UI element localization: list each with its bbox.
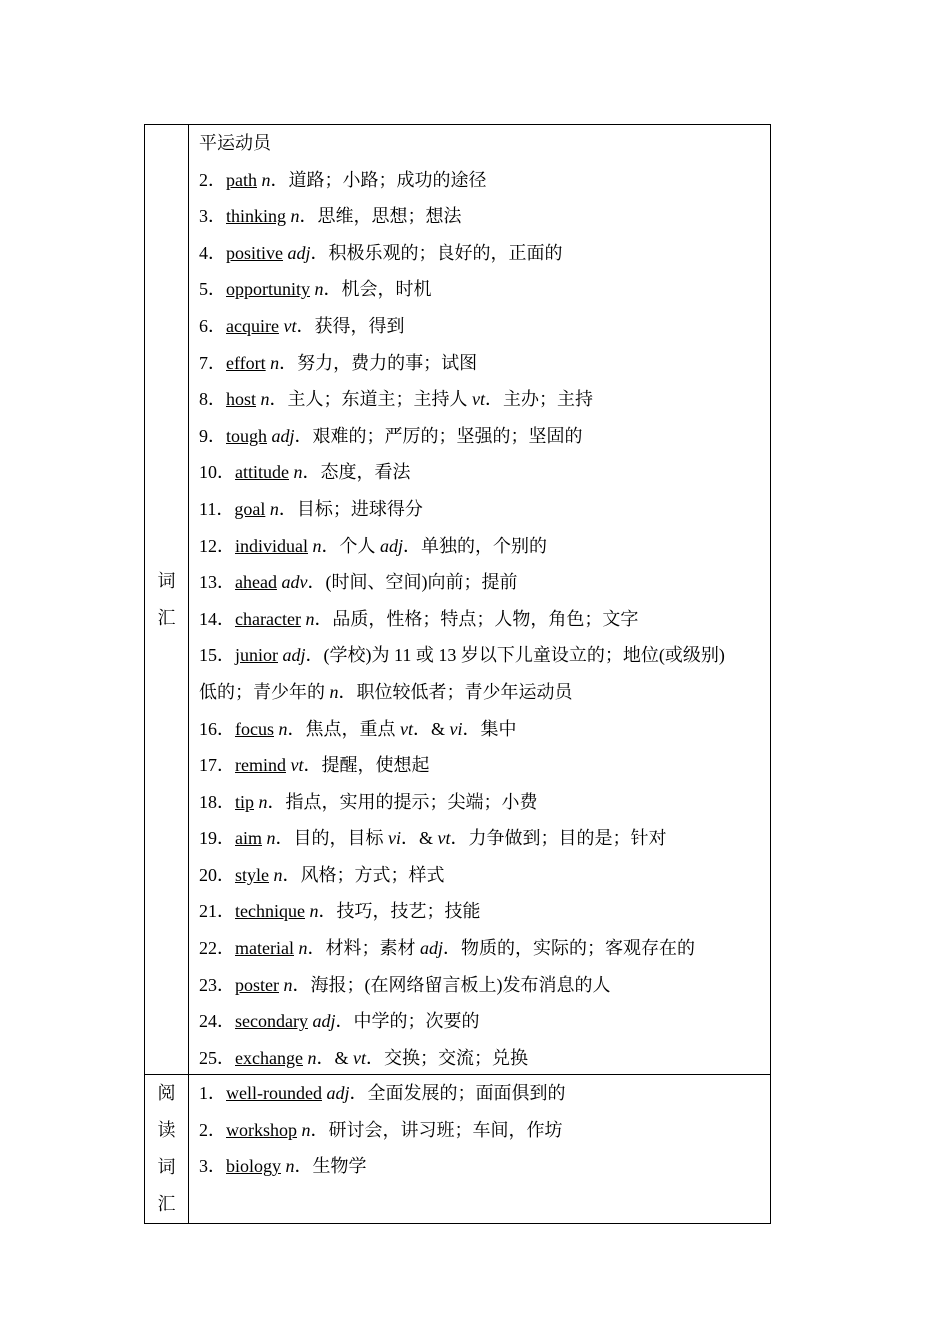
entry-definition: ．交换；交流；兑换: [365, 1047, 528, 1068]
vocab-entry: [199, 1040, 770, 1077]
vocab-entry: [199, 308, 770, 345]
part-of-speech: n: [314, 279, 324, 300]
entry-word: individual: [235, 535, 308, 556]
entry-word: secondary: [235, 1011, 308, 1032]
entry-word: thinking: [226, 206, 287, 227]
part-of-speech: vt: [352, 1047, 366, 1068]
vocab-entry: [199, 1148, 770, 1185]
vocab-section-row: [145, 125, 771, 1075]
entry-definition: ．力争做到；目的是；针对: [450, 828, 667, 849]
entry-word: path: [226, 169, 257, 190]
vocab-entry: [199, 747, 770, 784]
part-of-speech: adj: [380, 535, 404, 556]
entry-number: 25．: [199, 1047, 235, 1068]
entry-number: 4．: [199, 242, 226, 263]
entry-definition: ．焦点，重点: [287, 718, 400, 739]
label-char: 词: [157, 1157, 176, 1177]
part-of-speech: n: [260, 389, 270, 410]
entry-number: 1．: [199, 1083, 226, 1103]
entry-number: 2．: [199, 1119, 226, 1140]
vocab-entry: [199, 162, 770, 199]
entry-definition: ．技巧，技艺；技能: [318, 901, 481, 922]
part-of-speech: vt: [472, 389, 486, 410]
vocab-entry: [199, 1003, 770, 1040]
part-of-speech: n: [329, 681, 339, 702]
vocab-entry: [199, 198, 770, 235]
vocabulary-table: [144, 124, 771, 1224]
part-of-speech: adj: [312, 1011, 336, 1032]
part-of-speech: n: [270, 352, 280, 373]
entry-definition: ．职位较低者；青少年运动员: [338, 681, 573, 702]
entry-definition: ．道路；小路；成功的途径: [270, 169, 487, 190]
label-char: 读: [157, 1120, 176, 1140]
entry-word: tip: [235, 791, 255, 812]
entry-definition: ．中学的；次要的: [335, 1011, 480, 1032]
entry-definition: ．全面发展的；面面俱到的: [349, 1083, 566, 1103]
part-of-speech: adj: [282, 645, 306, 666]
vocab-entry: [199, 1112, 770, 1149]
entry-definition: ．材料；素材: [307, 938, 420, 959]
entry-number: 9．: [199, 425, 226, 446]
lead-line: 平运动员: [199, 133, 271, 153]
entry-definition: ．机会，时机: [323, 279, 432, 300]
part-of-speech: n: [309, 901, 319, 922]
part-of-speech: adj: [419, 938, 443, 959]
entry-word: material: [235, 938, 294, 959]
entry-number: 2．: [199, 169, 226, 190]
vocab-entry: [199, 674, 770, 711]
entry-number: 12．: [199, 535, 235, 556]
entry-word: character: [235, 608, 301, 629]
entry-word: well-rounded: [226, 1083, 322, 1103]
entry-number: 13．: [199, 572, 235, 593]
vocab-entry: [199, 564, 770, 601]
entry-definition: ．目的，目标: [275, 828, 388, 849]
part-of-speech: n: [293, 462, 303, 483]
part-of-speech: vi: [388, 828, 401, 849]
entry-number: 6．: [199, 315, 226, 336]
part-of-speech: adj: [271, 425, 295, 446]
entry-number: 15．: [199, 645, 235, 666]
part-of-speech: n: [261, 169, 271, 190]
part-of-speech: adj: [326, 1083, 350, 1103]
part-of-speech: n: [305, 608, 315, 629]
part-of-speech: n: [298, 938, 308, 959]
entry-definition: ．思维，思想；想法: [299, 206, 462, 227]
part-of-speech: adj: [287, 242, 311, 263]
entry-definition: ．&: [316, 1047, 353, 1068]
entry-word: positive: [226, 242, 283, 263]
label-char: 汇: [157, 1194, 176, 1214]
entry-definition: ．主办；主持: [485, 389, 594, 410]
entry-definition: ．积极乐观的；良好的，正面的: [310, 242, 563, 263]
entry-number: 18．: [199, 791, 235, 812]
part-of-speech: n: [278, 718, 288, 739]
entry-number: 23．: [199, 974, 235, 995]
part-of-speech: n: [290, 206, 300, 227]
vocab-entry: [199, 637, 770, 674]
part-of-speech: n: [273, 864, 283, 885]
entry-number: 8．: [199, 389, 226, 410]
entry-word: host: [226, 389, 257, 410]
vocab-entry: [199, 271, 770, 308]
entry-word: junior: [235, 645, 278, 666]
entry-definition: ．集中: [462, 718, 517, 739]
entry-definition: ．风格；方式；样式: [282, 864, 445, 885]
entry-definition: ．海报；(在网络留言板上)发布消息的人: [292, 974, 611, 995]
entry-definition: ．&: [413, 718, 450, 739]
label-char: 词: [157, 570, 176, 591]
part-of-speech: n: [307, 1047, 317, 1068]
entry-definition: ．生物学: [294, 1156, 367, 1177]
entry-definition: 低的；青少年的: [199, 681, 330, 702]
entry-definition: ．努力，费力的事；试图: [279, 352, 478, 373]
entry-word: attitude: [235, 462, 289, 483]
label-char: 阅: [157, 1083, 176, 1103]
part-of-speech: vt: [283, 315, 297, 336]
entry-definition: ．目标；进球得分: [278, 498, 423, 519]
entry-definition: ．获得，得到: [296, 315, 405, 336]
entry-definition: ．(学校)为 11 或 13 岁以下儿童设立的；地位(或级别): [305, 645, 725, 666]
vocab-entry: [199, 454, 770, 491]
vocab-entry: [199, 601, 770, 638]
vocab-entry: [199, 857, 770, 894]
part-of-speech: n: [258, 791, 268, 812]
entry-number: 20．: [199, 864, 235, 885]
entry-word: style: [235, 864, 269, 885]
entry-definition: ．提醒，使想起: [303, 755, 430, 776]
entry-number: 5．: [199, 279, 226, 300]
label-char: 汇: [157, 607, 176, 628]
part-of-speech: vt: [437, 828, 451, 849]
part-of-speech: n: [312, 535, 322, 556]
entry-number: 16．: [199, 718, 235, 739]
entry-definition: ．艰难的；严厉的；坚强的；坚固的: [294, 425, 583, 446]
part-of-speech: n: [269, 498, 279, 519]
entry-word: ahead: [235, 572, 277, 593]
entry-definition: ．&: [401, 828, 438, 849]
entry-word: poster: [235, 974, 279, 995]
vocab-entry: [199, 528, 770, 565]
entry-word: technique: [235, 901, 305, 922]
part-of-speech: n: [301, 1119, 311, 1140]
vocab-entry: [199, 491, 770, 528]
entry-definition: ．指点，实用的提示；尖端；小费: [267, 791, 538, 812]
entry-word: remind: [235, 755, 286, 776]
entry-definition: ．品质，性格；特点；人物，角色；文字: [314, 608, 639, 629]
vocab-entry: [199, 345, 770, 382]
vocab-entry: [199, 893, 770, 930]
vocab-entry: [199, 784, 770, 821]
vocab-entry: [199, 967, 770, 1004]
entry-number: 22．: [199, 938, 235, 959]
entry-word: aim: [235, 828, 262, 849]
entry-word: opportunity: [226, 279, 310, 300]
entry-number: 10．: [199, 462, 235, 483]
entry-number: 21．: [199, 901, 235, 922]
section-label-vocab: [145, 125, 189, 1075]
part-of-speech: n: [285, 1156, 295, 1177]
part-of-speech: vt: [290, 755, 304, 776]
entry-definition: ．物质的，实际的；客观存在的: [442, 938, 695, 959]
part-of-speech: n: [266, 828, 276, 849]
entry-word: exchange: [235, 1047, 303, 1068]
entry-word: acquire: [226, 315, 279, 336]
vocab-entry: [199, 235, 770, 272]
entry-definition: ．主人；东道主；主持人: [269, 389, 473, 410]
entry-word: effort: [226, 352, 266, 373]
entry-number: 14．: [199, 608, 235, 629]
part-of-speech: vt: [400, 718, 413, 739]
entry-number: 17．: [199, 755, 235, 776]
reading-vocab-list: [199, 1075, 770, 1212]
section-label-reading-vocab: [145, 1075, 189, 1224]
entry-definition: ．单独的，个别的: [403, 535, 548, 556]
entry-definition: ．个人: [321, 535, 380, 556]
entry-number: 11．: [199, 498, 235, 519]
entry-definition: ．态度，看法: [302, 462, 411, 483]
entry-number: 24．: [199, 1011, 235, 1032]
entry-word: workshop: [226, 1119, 297, 1140]
part-of-speech: n: [283, 974, 293, 995]
part-of-speech: adv: [281, 572, 308, 593]
vocab-entry: [199, 1075, 770, 1112]
entry-word: goal: [234, 498, 266, 519]
reading-vocab-section-row: [145, 1075, 771, 1224]
entry-word: biology: [226, 1156, 282, 1177]
entry-number: 7．: [199, 352, 226, 373]
vocab-entry: [199, 381, 770, 418]
part-of-speech: vi: [449, 718, 463, 739]
vocab-list: [199, 125, 770, 1074]
vocab-entry: [199, 711, 770, 748]
entry-word: tough: [226, 425, 268, 446]
vocab-entry: [199, 418, 770, 455]
entry-number: 19．: [199, 828, 235, 849]
vocab-entry: [199, 820, 770, 857]
entry-number: 3．: [199, 1156, 226, 1177]
entry-definition: ．(时间、空间)向前；提前: [307, 572, 518, 593]
vocab-entry: [199, 930, 770, 967]
entry-word: focus: [235, 718, 274, 739]
entry-number: 3．: [199, 206, 226, 227]
entry-definition: ．研讨会，讲习班；车间，作坊: [310, 1119, 563, 1140]
